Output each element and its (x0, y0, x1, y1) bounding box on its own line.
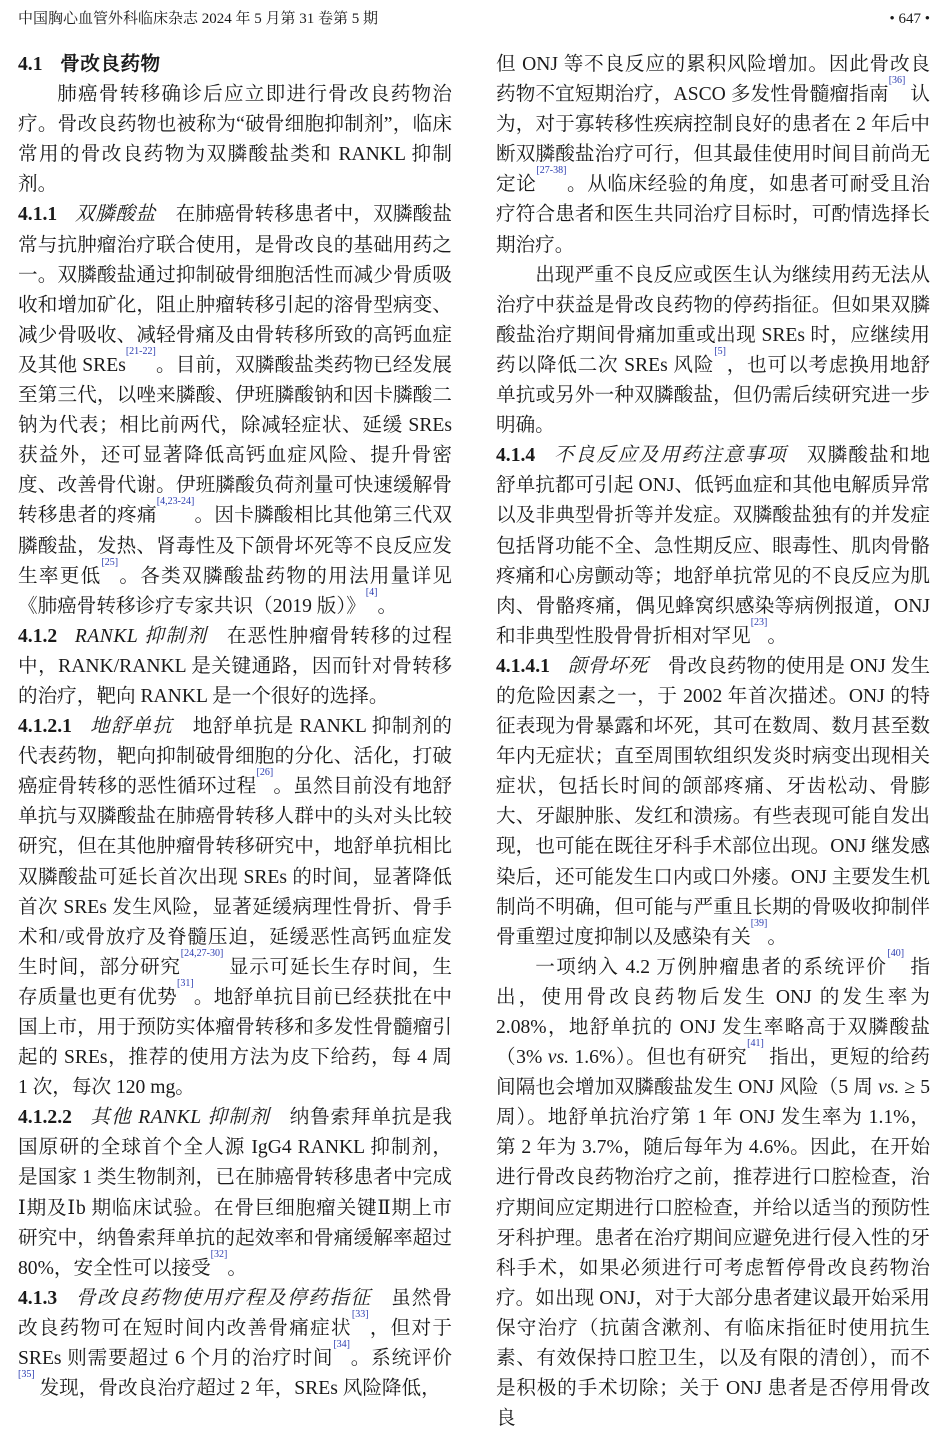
section-title: 其他 RANKL 抑制剂 (89, 1107, 271, 1129)
journal-title: 中国胸心血管外科临床杂志 2024 年 5 月第 31 卷第 5 期 (18, 11, 379, 27)
left-column (18, 50, 452, 1404)
paragraph (18, 200, 452, 621)
section-title: RANKL 抑制剂 (74, 625, 208, 647)
body-text: 。因卡膦酸相比其他第三代双膦酸盐，发热、肾毒性及下颌骨坏死等不良反应发生率更低 (18, 505, 453, 587)
italic-text: vs. (878, 1077, 900, 1099)
citation-reference[interactable]: [39] (750, 917, 768, 929)
citation-reference[interactable]: [31] (176, 977, 194, 989)
paragraph (18, 1284, 452, 1404)
paragraph (18, 1103, 452, 1284)
body-text: 。各类双膦酸盐药物的用法用量详见《肺癌骨转移诊疗专家共识（2019 版）》 (18, 565, 453, 617)
citation-reference[interactable]: [40] (887, 947, 905, 959)
section-title: 骨改良药物 (60, 54, 161, 75)
section-number: 4.1.2.2 (18, 1107, 72, 1129)
paragraph (496, 50, 930, 261)
body-text: 。虽然目前没有地舒单抗与双膦酸盐在肺癌骨转移人群中的头对头比较研究，但在其他肿瘤骨转移研究中，地舒单抗相比双膦酸盐可延长首次出现 SREs 的时间，显著降低首次 SREs 发生风险，显著延缓病理性骨折、骨手术和/或骨放疗及脊髓压迫，延缓恶性高钙血症发生时间，部分研究 (18, 776, 453, 978)
paragraph (496, 441, 930, 652)
citation-reference[interactable]: [34] (333, 1339, 350, 1351)
section-number: 4.1.1 (18, 204, 58, 226)
body-text: 指出，更短的给药间隔也会增加双膦酸盐发生 ONJ 风险（5 周 (496, 1047, 930, 1099)
section-number: 4.1.4 (496, 445, 536, 467)
page-number: • 647 • (889, 11, 930, 27)
section-title: 双膦酸盐 (74, 204, 156, 226)
body-text: 骨改良药物的使用是 ONJ 发生的危险因素之一，于 2002 年首次描述。ONJ 的特征表现为骨暴露和坏死，其可在数周、数月甚至数年内无症状；直至周围软组织发炎时病变出现相关症状，包括长时间的颌部疼痛、牙齿松动、骨膨大、牙龈肿胀、发红和溃疡。有些表现可能自发出现，也可能在既往牙科手术部位出现。ONJ 继发感染后，还可能发生口内或口外瘘。ONJ 主要发生机制尚不明确，但可能与严重且长期的骨吸收抑制伴骨重塑过度抑制以及感染有关 (496, 655, 930, 948)
body-text: 纳鲁索拜单抗是我国原研的全球首个全人源 IgG4 RANKL 抑制剂，是国家 1 类生物制剂，已在肺癌骨转移患者中完成 Ⅰ期及Ⅰb 期临床试验。在骨巨细胞瘤关键Ⅱ期上市研究中，纳鲁索拜单抗的起效率和骨痛缓解率超过 80%，安全性可以接受 (18, 1107, 452, 1279)
section-number: 4.1.2.1 (18, 716, 72, 738)
citation-reference[interactable]: [33] (351, 1308, 369, 1320)
body-text: 1.6%）。但也有研究 (568, 1047, 748, 1069)
paragraph (496, 261, 930, 442)
body-text: 。地舒单抗目前已经获批在中国上市，用于预防实体瘤骨转移和多发性骨髓瘤引起的 SREs，推荐的使用方法为皮下给药，每 4 周 1 次，每次 120 mg。 (18, 986, 453, 1099)
citation-reference[interactable]: [26] (256, 767, 274, 779)
citation-reference[interactable]: [4] (365, 586, 378, 598)
body-text: 地舒单抗是 RANKL 抑制剂的代表药物，靶向抑制破骨细胞的分化、活化，打破癌症骨转移的恶性循环过程 (18, 716, 452, 798)
body-text: 。 (767, 926, 787, 948)
body-text: ，但对于 SREs 则需要超过 6 个月的治疗时间 (18, 1317, 453, 1370)
body-text: ≥ 5 周）。地舒单抗治疗第 1 年 ONJ 发生率为 1.1%，第 2 年为 3.7%，随后每年为 4.6%。因此，在开始进行骨改良药物治疗之前，推荐进行口腔检查，治疗期间应定期进行口腔检查，并给以适当的预防性牙科护理。患者在治疗期间应避免进行侵入性的牙科手术，如果必须进行可考虑暂停骨改良药物治疗。如出现 ONJ，对于大部分患者建议最开始采用保守治疗（抗菌含漱剂、有临床指征时使用抗生素、有效保持口腔卫生，以及有限的清创），而不是积极的手术切除；关于 ONJ 患者是否停用骨改良 (496, 1077, 930, 1430)
body-text: 肺癌骨转移确诊后应立即进行骨改良药物治疗。骨改良药物也被称为“破骨细胞抑制剂”，临床常用的骨改良药物为双膦酸盐类和 RANKL 抑制剂。 (18, 84, 452, 196)
body-text: 发现，骨改良治疗超过 2 年，SREs 风险降低， (34, 1378, 441, 1400)
body-text: 出现严重不良反应或医生认为继续用药无法从治疗中获益是骨改良药物的停药指征。但如果双膦酸盐治疗期间骨痛加重或出现 SREs 时，应继续用药以降低二次 SREs 风险 (496, 264, 930, 376)
body-text: 显示可延长生存时间，生存质量也更有优势 (18, 956, 452, 1008)
body-text: 。 (227, 1257, 247, 1279)
section-number: 4.1.2 (18, 625, 58, 647)
right-column (496, 50, 930, 1434)
section-title: 不良反应及用药注意事项 (552, 445, 788, 467)
citation-reference[interactable]: [23] (750, 616, 768, 628)
citation-reference[interactable]: [41] (747, 1038, 764, 1050)
section-title: 骨改良药物使用疗程及停药指征 (74, 1287, 372, 1309)
body-text: 双膦酸盐和地舒单抗都可引起 ONJ、低钙血症和其他电解质异常以及非典型骨折等并发症。双膦酸盐独有的并发症包括肾功能不全、急性期反应、眼毒性、肌肉骨骼疼痛和心房颤动等；地舒单抗常见的不良反应为肌肉、骨骼疼痛，偶见蜂窝织感染等病例报道，ONJ 和非典型性股骨骨折相对罕见 (496, 445, 931, 647)
paragraph (18, 712, 452, 1103)
running-header (18, 8, 930, 30)
body-text: 在肺癌骨转移患者中，双膦酸盐常与抗肿瘤治疗联合使用，是骨改良的基础用药之一。双膦酸盐通过抑制破骨细胞活性而减少骨质吸收和增加矿化，阻止肿瘤转移引起的溶骨型病变、减少骨吸收、减轻骨痛及由骨转移所致的高钙血症及其他 SREs (18, 204, 453, 376)
paragraph (18, 80, 452, 200)
body-text: 但 ONJ 等不良反应的累积风险增加。因此骨改良药物不宜短期治疗，ASCO 多发性骨髓瘤指南 (496, 54, 930, 106)
citation-reference[interactable]: [4,23-24] (156, 496, 195, 508)
body-text: 在恶性肿瘤骨转移的过程中，RANK/RANKL 是关键通路，因而针对骨转移的治疗，靶向 RANKL 是一个很好的选择。 (18, 625, 452, 707)
body-text: 。目前，双膦酸盐类药物已经发展至第三代，以唑来膦酸、伊班膦酸钠和因卡膦酸二钠为代表；相比前两代，除减轻症状、延缓 SREs 获益外，还可显著降低高钙血症风险、提升骨密度、改善骨代谢。伊班膦酸负荷剂量可快速缓解骨转移患者的疼痛 (18, 354, 452, 527)
body-text: ，也可以考虑换用地舒单抗或另外一种双膦酸盐，但仍需后续研究进一步明确。 (496, 354, 930, 437)
citation-reference[interactable]: [24,27-30] (180, 947, 224, 959)
section-number: 4.1 (18, 54, 43, 75)
body-text: 。 (767, 625, 787, 647)
citation-reference[interactable]: [21-22] (125, 345, 156, 357)
body-text: 。系统评价 (349, 1348, 452, 1370)
citation-reference[interactable]: [35] (18, 1369, 35, 1381)
citation-reference[interactable]: [27-38] (536, 165, 567, 177)
citation-reference[interactable]: [32] (210, 1248, 228, 1260)
body-text: 一项纳入 4.2 万例肿瘤患者的系统评价 (535, 956, 888, 978)
paragraph (18, 622, 452, 712)
section-number: 4.1.4.1 (496, 655, 550, 677)
section-heading (18, 50, 452, 80)
body-text: 认为，对于寡转移性疾病控制良好的患者在 2 年后中断双膦酸盐治疗可行，但其最佳使用时间目前尚无定论 (496, 84, 930, 196)
citation-reference[interactable]: [25] (101, 556, 119, 568)
citation-reference[interactable]: [5] (714, 345, 726, 357)
section-title: 颌骨坏死 (567, 655, 649, 677)
body-text: 虽然骨改良药物可在短时间内改善骨痛症状 (18, 1287, 453, 1339)
paragraph (496, 652, 930, 953)
italic-text: vs. (547, 1047, 569, 1069)
body-text: 指出，使用骨改良药物后发生 ONJ 的发生率为 2.08%，地舒单抗的 ONJ 发生率略高于双膦酸盐（3% (496, 956, 930, 1069)
body-text: 。从临床经验的角度，如患者可耐受且治疗符合患者和医生共同治疗目标时，可酌情选择长期治疗。 (496, 174, 931, 256)
paragraph (496, 947, 930, 1434)
section-number: 4.1.3 (18, 1287, 58, 1309)
citation-reference[interactable]: [36] (888, 75, 906, 87)
section-title: 地舒单抗 (89, 716, 174, 738)
body-text: 。 (377, 595, 398, 617)
